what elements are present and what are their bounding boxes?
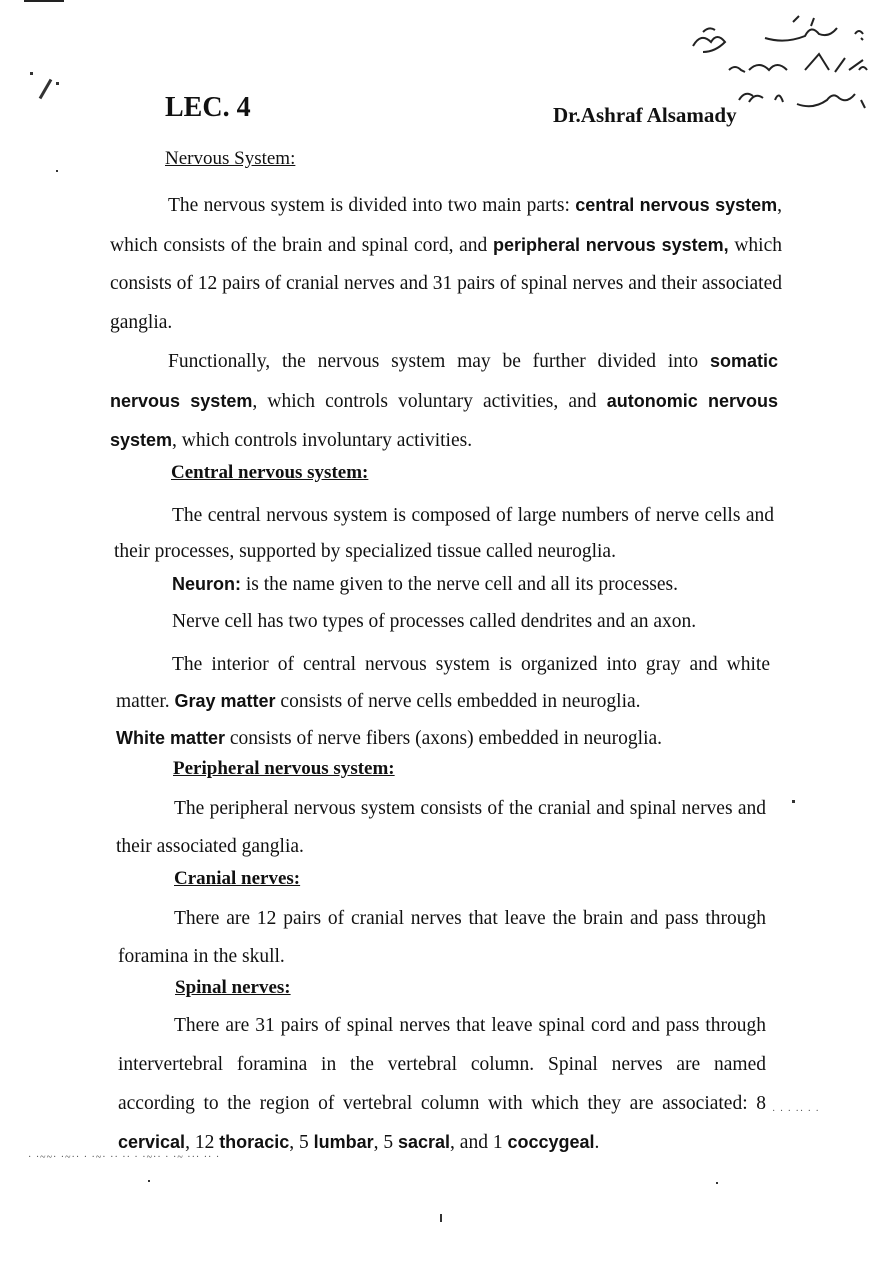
handwritten-annotation (543, 8, 873, 118)
paragraph-cranial-nerves: There are 12 pairs of cranial nerves that leave the brain and pass through foramina in the skull. (118, 908, 766, 967)
paragraph-gray-white-matter: The interior of central nervous system is organized into gray and white matter. Gray matter consists of nerve cells embedded in neuroglia. White matter consists of nerve fibers (axons) embedded in neuroglia. (116, 654, 770, 749)
paragraph-spinal-nerves: There are 31 pairs of spinal nerves that leave spinal cord and pass through intervertebral foramina in the vertebral column. Spinal nerves are named according to the region of vertebral column with which they are associated: 8 cervical, 12 thoracic, 5 lumbar, 5 sacral, and 1 coccygeal. (118, 1015, 766, 1153)
heading-nervous-system: Nervous System: (165, 148, 296, 169)
paragraph-nervous-system-divisions: The nervous system is divided into two main parts: central nervous system, which consists of the brain and spinal cord, and peripheral nervous system, which consists of 12 pairs of cranial nerves and 31 pairs of spinal nerves and their associated ganglia. (110, 195, 783, 333)
heading-peripheral-nervous-system: Peripheral nervous system: (173, 758, 395, 779)
scan-speck (39, 79, 53, 100)
lecture-title: LEC. 4 (165, 92, 251, 123)
scan-edge-line (24, 0, 64, 2)
line-neuron-definition: Neuron: is the name given to the nerve cell and all its processes. (172, 574, 678, 595)
heading-cranial-nerves: Cranial nerves: (174, 868, 301, 889)
scan-speck (792, 800, 795, 803)
scan-noise-line: · ·~~· ·~·· · ·~· ·· ·· · ·~·· · ·~ ··· ·· · (28, 1152, 221, 1163)
scan-speck (716, 1182, 718, 1184)
scan-speck (440, 1214, 442, 1222)
paragraph-peripheral-composition: The peripheral nervous system consists of the cranial and spinal nerves and their associated ganglia. (116, 798, 766, 857)
scan-speck (56, 82, 59, 85)
scan-speck (148, 1180, 150, 1182)
paragraph-functional-divisions: Functionally, the nervous system may be further divided into somatic nervous system, which controls voluntary activities, and autonomic nervous system, which controls involuntary activities. (110, 351, 778, 451)
line-nerve-cell-processes: Nerve cell has two types of processes called dendrites and an axon. (172, 611, 697, 632)
scan-noise-right: · · · ·· · · (772, 1106, 820, 1117)
scan-speck (56, 170, 58, 172)
heading-central-nervous-system: Central nervous system: (171, 462, 369, 483)
author-name: Dr.Ashraf Alsamady (553, 103, 737, 127)
scan-speck (30, 72, 33, 75)
paragraph-cns-composition: The central nervous system is composed of large numbers of nerve cells and their processes, supported by specialized tissue called neuroglia. (114, 505, 774, 562)
heading-spinal-nerves: Spinal nerves: (175, 977, 291, 998)
